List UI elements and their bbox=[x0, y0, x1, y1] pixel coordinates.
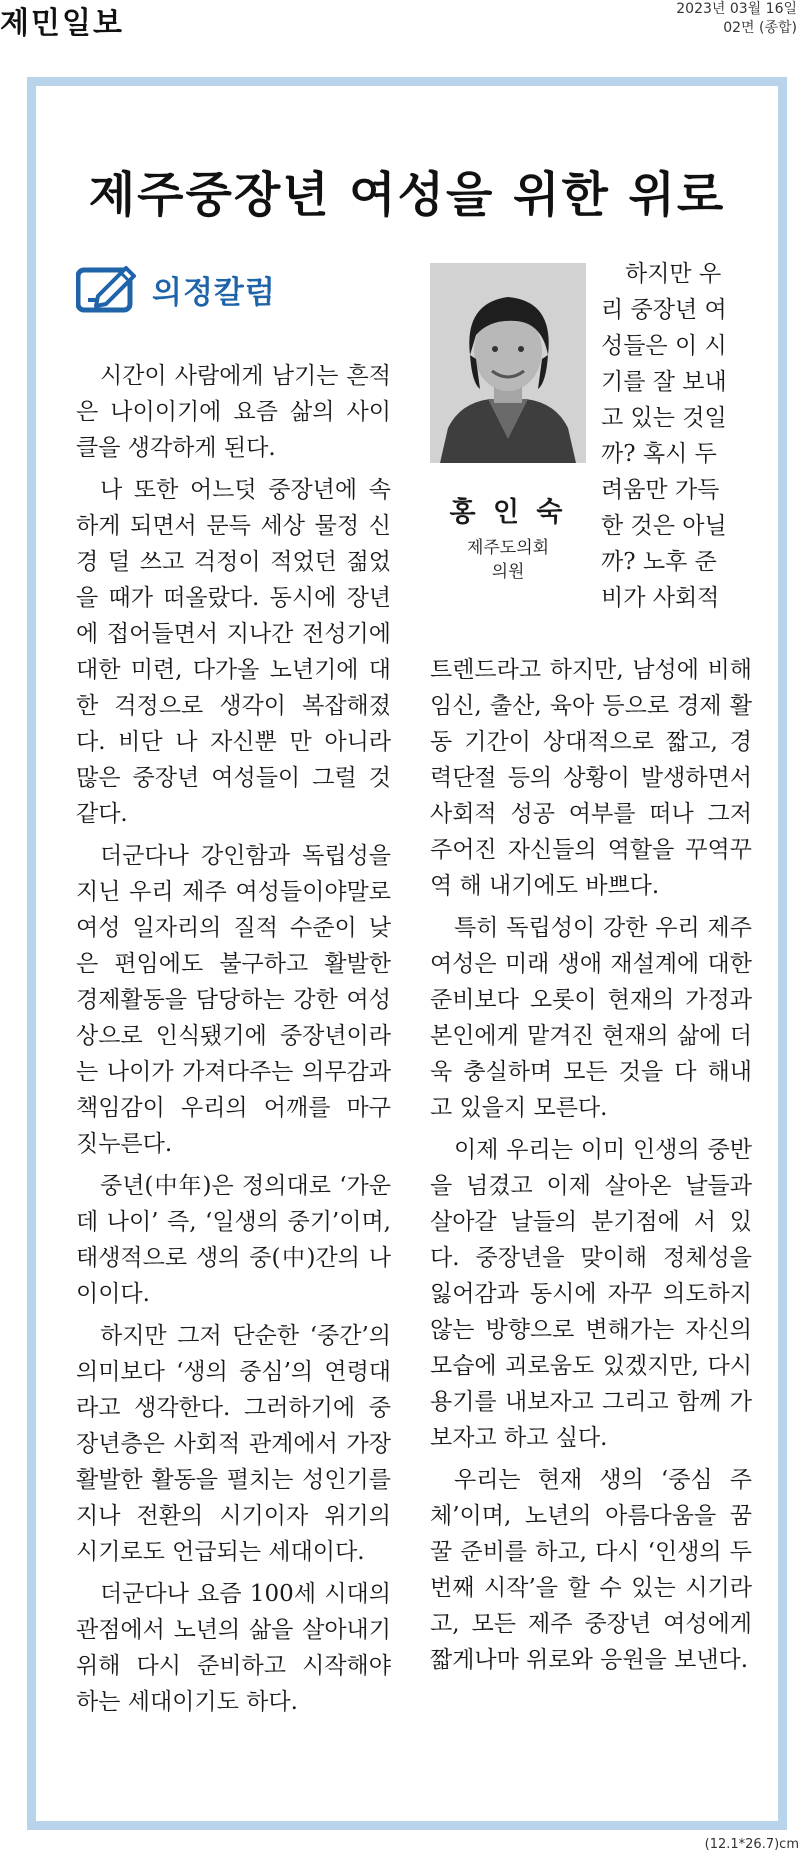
author-name: 홍 인 숙 bbox=[449, 497, 567, 528]
text-line: 까? 혹시 두 bbox=[601, 441, 717, 467]
paragraph: 시간이 사람에게 남기는 흔적은 나이이기에 요즘 삶의 사이클을 생각하게 된다. bbox=[76, 363, 391, 461]
paragraph: 우리는 현재 생의 ‘중심 주체’이며, 노년의 아름다움을 꿈꿀 준비를 하고, 다시 ‘인생의 두 번째 시작’을 할 수 있는 시기라고, 모든 제주 중장년 여성에게 짧게나마 위로와 응원을 보낸다. bbox=[430, 1467, 752, 1673]
text-line: 고 있는 것일 bbox=[601, 405, 727, 431]
text-line: 리 중장년 여 bbox=[601, 297, 727, 323]
column-label bbox=[76, 264, 276, 314]
newspaper-masthead: 제민일보 bbox=[0, 6, 124, 41]
paragraph: 하지만 그저 단순한 ‘중간’의 의미보다 ‘생의 중심’의 연령대라고 생각한다. 그러하기에 중장년층은 사회적 관계에서 가장 활발한 활동을 펼치는 성인기를 지나 전환의 시기이자 위기의 시기로도 언급되는 세대이다. bbox=[76, 1323, 391, 1565]
pen-note-icon bbox=[76, 264, 140, 314]
paragraph: 이제 우리는 이미 인생의 중반을 넘겼고 이제 살아온 날들과 살아갈 날들의 분기점에 서 있다. 중장년을 맞이해 정체성을 잃어감과 동시에 자꾸 의도하지 않는 방향으로 변해가는 자신의 모습에 괴로움도 있겠지만, 다시 용기를 내보자고 그리고 함께 가보자고 하고 싶다. bbox=[430, 1137, 752, 1451]
page-section: 02면 (종합) bbox=[723, 20, 797, 36]
paragraph: 트렌드라고 하지만, 남성에 비해 임신, 출산, 육아 등으로 경제 활동 기간이 상대적으로 짧고, 경력단절 등의 상황이 발생하면서 사회적 성공 여부를 떠나 그저 주어진 자신들의 역할을 꾸역꾸역 해 내기에도 바쁘다. bbox=[430, 657, 752, 899]
paragraph: 더군다나 요즘 100세 시대의 관점에서 노년의 삶을 살아내기 위해 다시 준비하고 시작해야 하는 세대이기도 하다. bbox=[76, 1581, 391, 1715]
text-line: 성들은 이 시 bbox=[601, 333, 727, 359]
size-note: (12.1*26.7)cm bbox=[704, 1837, 799, 1852]
publication-meta bbox=[676, 0, 797, 38]
section-label: 의정칼럼 bbox=[152, 274, 276, 311]
text-line: 하지만 우 bbox=[625, 261, 722, 287]
author-affiliation: 제주도의회 bbox=[466, 538, 550, 558]
publication-date: 2023년 03월 16일 bbox=[676, 1, 797, 17]
text-line: 기를 잘 보내 bbox=[601, 369, 727, 395]
article-column-right-top bbox=[601, 256, 751, 616]
text-line: 한 것은 아닐 bbox=[601, 513, 727, 539]
text-line: 려움만 가득 bbox=[601, 477, 720, 503]
text-line: 비가 사회적 bbox=[601, 585, 720, 611]
portrait-image bbox=[430, 263, 586, 463]
text-line: 까? 노후 준 bbox=[601, 549, 717, 575]
author-title bbox=[426, 536, 590, 584]
paragraph: 나 또한 어느덧 중장년에 속하게 되면서 문득 세상 물정 신경 덜 쓰고 걱정이 적었던 젊었을 때가 떠올랐다. 동시에 장년에 접어들면서 지나간 전성기에 대한 미련, 다가올 노년기에 대한 걱정으로 생각이 복잡해졌다. 비단 나 자신뿐 만 아니라 많은 중장년 여성들이 그럴 것 같다. bbox=[76, 477, 391, 827]
paragraph: 특히 독립성이 강한 우리 제주 여성은 미래 생애 재설계에 대한 준비보다 오롯이 현재의 가정과 본인에게 맡겨진 현재의 삶에 더욱 충실하며 모든 것을 다 해내고 있을지 모른다. bbox=[430, 915, 752, 1121]
article-frame bbox=[27, 77, 787, 1830]
author-position: 의원 bbox=[491, 562, 525, 582]
paragraph: 중년(中年)은 정의대로 ‘가운데 나이’ 즉, ‘일생의 중기’이며, 태생적으로 생의 중(中)간의 나이이다. bbox=[76, 1173, 391, 1307]
article-column-right bbox=[430, 652, 752, 1684]
article-column-left bbox=[76, 358, 391, 1726]
author-photo bbox=[430, 263, 586, 463]
article-title: 제주중장년 여성을 위한 위로 bbox=[88, 167, 726, 223]
paragraph: 더군다나 강인함과 독립성을 지닌 우리 제주 여성들이야말로 여성 일자리의 질적 수준이 낮은 편임에도 불구하고 활발한 경제활동을 담당하는 강한 여성상으로 인식됐기에 중장년이라는 나이가 가져다주는 의무감과 책임감이 우리의 어깨를 마구 짓누른다. bbox=[76, 843, 391, 1157]
